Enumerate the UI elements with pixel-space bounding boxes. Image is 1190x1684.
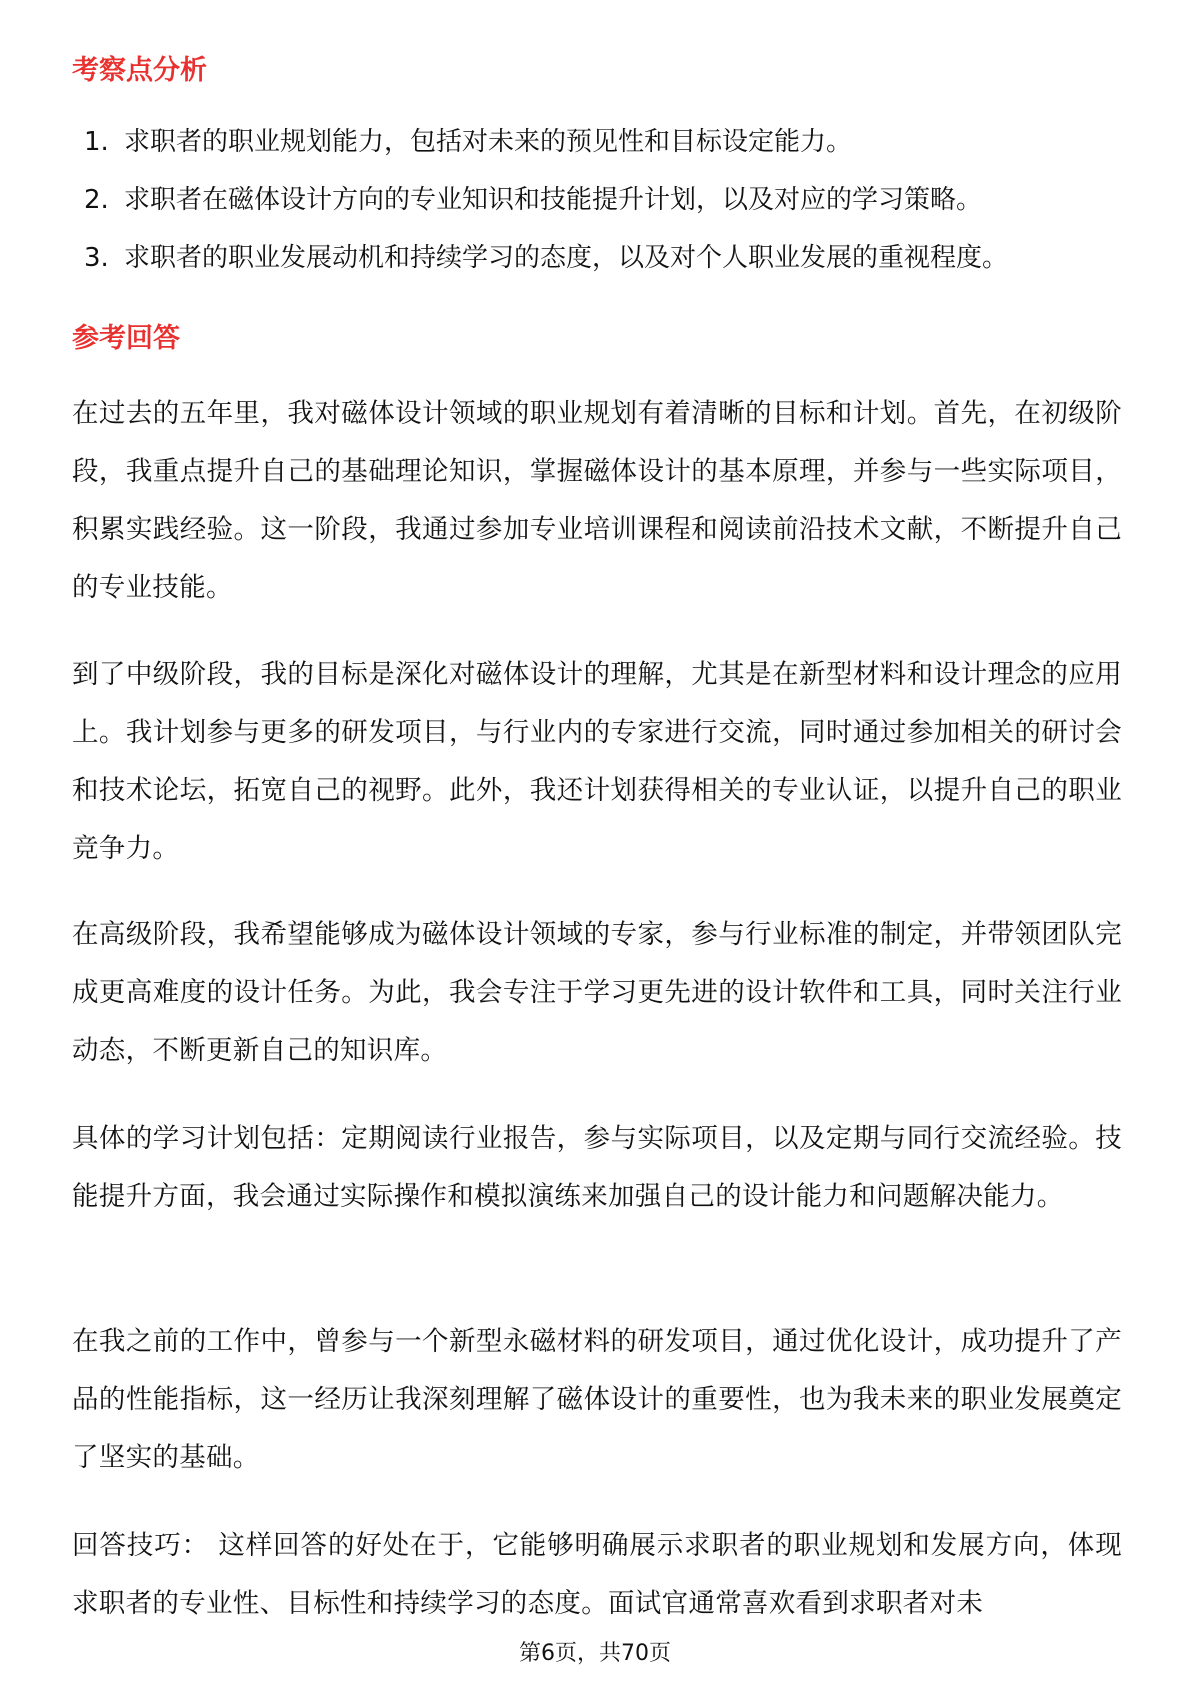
answer-paragraph: 在高级阶段，我希望能够成为磁体设计领域的专家，参与行业标准的制定，并带领团队完成更高难度的设计任务。为此，我会专注于学习更先进的设计软件和工具，同时关注行业动态，不断更新自己的知识库。 <box>72 919 1122 1066</box>
analysis-list <box>84 126 1144 300</box>
answer-heading: 参考回答 <box>72 323 180 354</box>
answer-paragraph: 在过去的五年里，我对磁体设计领域的职业规划有着清晰的目标和计划。首先，在初级阶段，我重点提升自己的基础理论知识，掌握磁体设计的基本原理，并参与一些实际项目，积累实践经验。这一阶段，我通过参加专业培训课程和阅读前沿技术文献，不断提升自己的专业技能。 <box>72 398 1122 603</box>
analysis-heading: 考察点分析 <box>72 55 207 86</box>
list-item-number: 3. <box>84 243 109 273</box>
list-item-number: 1. <box>84 127 109 157</box>
list-item-text: 求职者的职业发展动机和持续学习的态度，以及对个人职业发展的重视程度。 <box>124 243 1009 273</box>
list-item <box>84 126 1144 184</box>
page-number: 第6页，共70页 <box>519 1641 671 1666</box>
list-item-text: 求职者的职业规划能力，包括对未来的预见性和目标设定能力。 <box>124 127 853 157</box>
answer-paragraph: 具体的学习计划包括：定期阅读行业报告，参与实际项目，以及定期与同行交流经验。技能提升方面，我会通过实际操作和模拟演练来加强自己的设计能力和问题解决能力。 <box>72 1123 1122 1212</box>
answer-paragraph: 在我之前的工作中，曾参与一个新型永磁材料的研发项目，通过优化设计，成功提升了产品的性能指标，这一经历让我深刻理解了磁体设计的重要性，也为我未来的职业发展奠定了坚实的基础。 <box>72 1326 1122 1473</box>
answer-paragraph: 到了中级阶段，我的目标是深化对磁体设计的理解，尤其是在新型材料和设计理念的应用上。我计划参与更多的研发项目，与行业内的专家进行交流，同时通过参加相关的研讨会和技术论坛，拓宽自己的视野。此外，我还计划获得相关的专业认证，以提升自己的职业竞争力。 <box>72 659 1122 864</box>
list-item <box>84 184 1144 242</box>
list-item-text: 求职者在磁体设计方向的专业知识和技能提升计划，以及对应的学习策略。 <box>124 185 983 215</box>
list-item-number: 2. <box>84 185 109 215</box>
answer-tips-paragraph: 回答技巧： 这样回答的好处在于，它能够明确展示求职者的职业规划和发展方向，体现求职者的专业性、目标性和持续学习的态度。面试官通常喜欢看到求职者对未 <box>72 1530 1122 1619</box>
list-item <box>84 242 1144 300</box>
